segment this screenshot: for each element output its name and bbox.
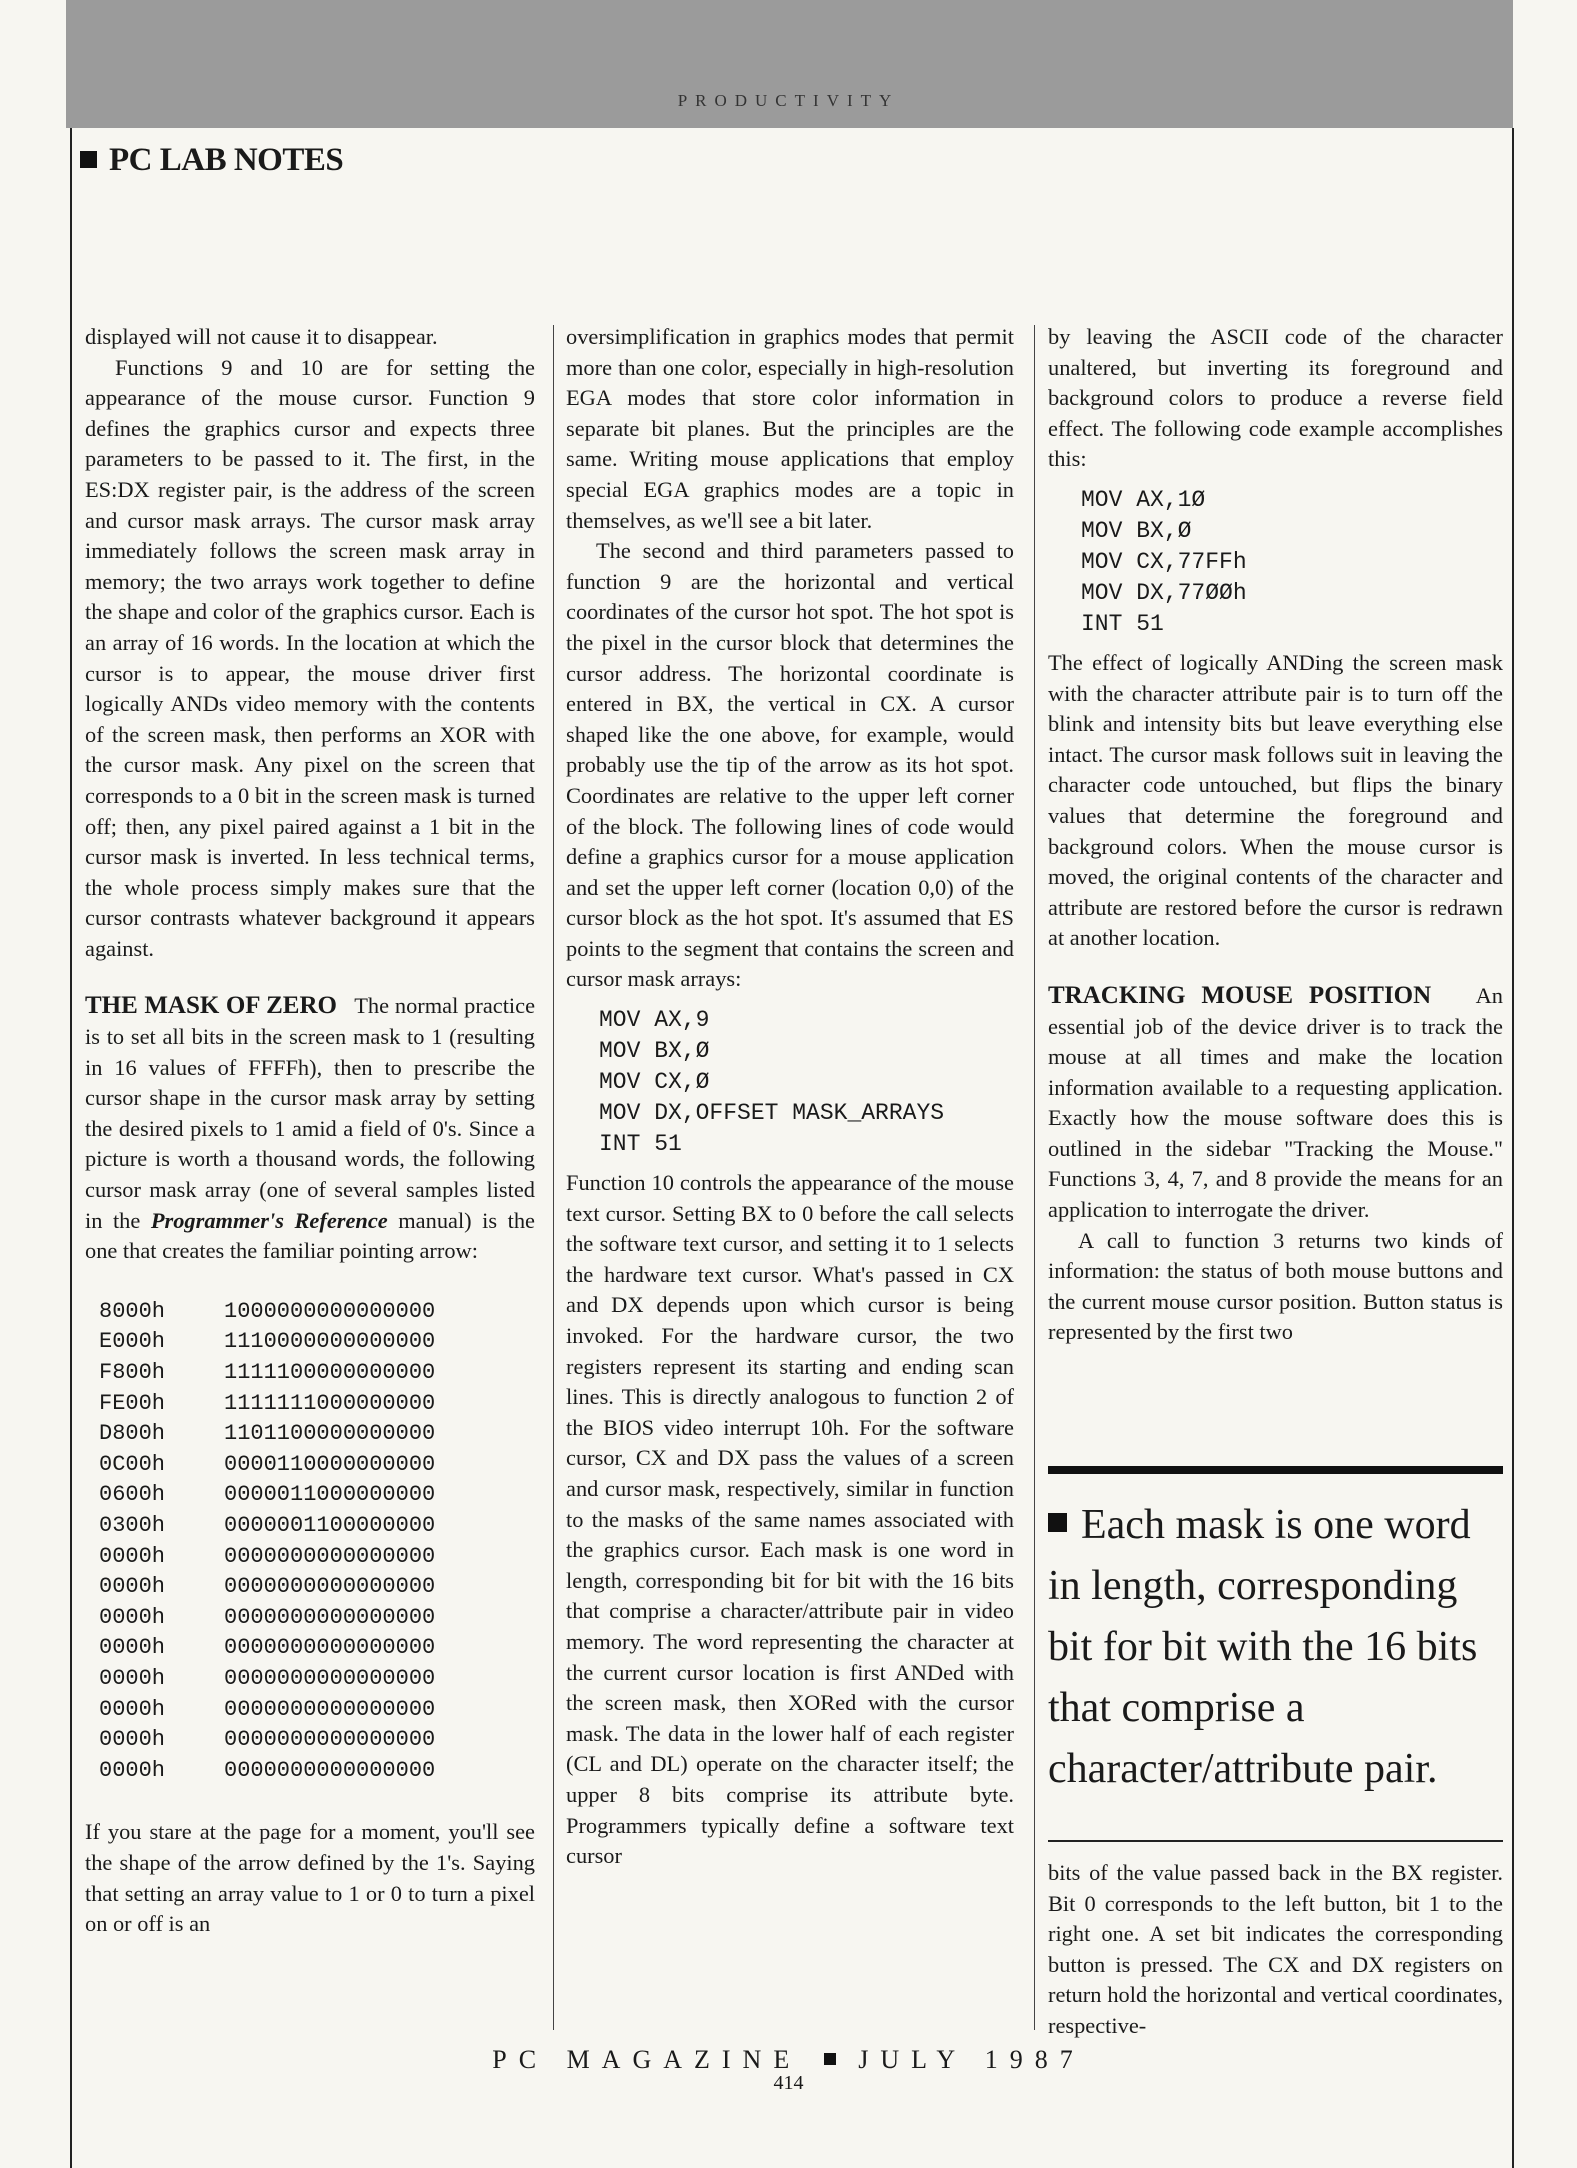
mask-binary-value: 0000000000000000	[224, 1665, 436, 1691]
paragraph: bits of the value passed back in the BX register. Bit 0 corresponds to the left button, bit 1 to the right one. A set bit indicates the corresponding button is pressed. The CX and DX registers on return hold the horizontal and vertical coordinates, respective-	[1048, 1860, 1503, 2038]
mask-hex-value: 0600h	[99, 1482, 166, 1508]
right-frame-rule	[1512, 128, 1514, 2168]
mask-row	[85, 1450, 535, 1481]
mask-hex-value: 8000h	[99, 1298, 166, 1324]
mask-row	[85, 1419, 535, 1450]
mask-row	[85, 1695, 535, 1726]
paragraph-text: An essential job of the device driver is to track the mouse at all times and make the location information available to a requesting application. Exactly how the mouse software does this is outlined in the sidebar "Tracking the Mouse." Functions 3, 4, 7, and 8 provide the means for an application to interrogate the driver.	[1048, 982, 1503, 1223]
paragraph: displayed will not cause it to disappear.	[85, 324, 438, 349]
mask-binary-value: 1111100000000000	[224, 1360, 436, 1385]
mask-binary-value: 0000011000000000	[224, 1482, 436, 1508]
paragraph-text: manual) is the one that creates the familiar pointing arrow:	[85, 1207, 535, 1264]
paragraph-text: The normal practice is to set all bits in the screen mask to 1 (resulting in 16 values of FFFFh), then to prescribe the cursor shape in the cursor mask array by setting the desired pixels to 1 amid a field of 0's. Since a picture is worth a thousand words, the following cursor mask array (one of several samples listed in the	[85, 993, 536, 1233]
paragraph: Functions 9 and 10 are for setting the appearance of the mouse cursor. Function 9 defines the graphics cursor and expects three parameters to be passed to it. The first, in the ES:DX register pair, is the address of the screen and cursor mask arrays. The cursor mask array immediately follows the screen mask array in memory; the two arrays work together to define the shape and color of the graphics cursor. Each is an array of 16 words. In the location at which the cursor is to appear, the mouse driver first logically ANDs video memory with the contents of the screen mask, then performs an XOR with the cursor mask. Any pixel on the screen that corresponds to a 0 bit in the screen mask is turned off; then, any pixel paired against a 1 bit in the cursor mask is inverted. In less technical terms, the whole process simply makes sure that the cursor contrasts whatever background it appears against.	[85, 354, 535, 961]
title-bullet-icon	[80, 151, 97, 168]
column-rule-2	[1034, 325, 1035, 2030]
mask-hex-value: 0000h	[99, 1574, 166, 1600]
mask-row	[85, 1358, 535, 1389]
paragraph: by leaving the ASCII code of the character unaltered, but inverting its foreground and background colors to produce a reverse field effect. The following code example accomplishes this:	[1048, 324, 1503, 472]
column-3	[1048, 322, 1503, 1348]
paragraph	[1048, 981, 1503, 1226]
mask-row	[85, 1633, 535, 1664]
mask-row	[85, 1511, 535, 1542]
mask-hex-value: F800h	[99, 1360, 166, 1385]
mask-row	[85, 1572, 535, 1603]
column-rule-1	[553, 325, 554, 2030]
mask-binary-value: 0000000000000000	[224, 1757, 436, 1783]
paragraph: oversimplification in graphics modes that permit more than one color, especially in high-resolution EGA modes that store color information in separate bit planes. But the principles are the same. Writing mouse applications that employ special EGA graphics modes are a topic in themselves, as we'll see a bit later.	[566, 324, 1014, 533]
section-heading: THE MASK OF ZERO	[85, 992, 337, 1020]
pullquote	[1048, 1467, 1503, 1800]
section-label: PRODUCTIVITY	[677, 91, 900, 110]
mask-binary-value: 0000000000000000	[224, 1727, 436, 1753]
column-1	[85, 322, 535, 1940]
mask-row	[85, 1297, 535, 1328]
mask-row	[85, 1327, 535, 1358]
mask-hex-value: E000h	[99, 1329, 166, 1355]
mask-hex-value: 0000h	[99, 1696, 166, 1722]
magazine-name: PC MAGAZINE	[492, 2045, 802, 2074]
cursor-mask-table	[85, 1297, 535, 1787]
page-title-text: PC LAB NOTES	[109, 142, 344, 178]
mask-binary-value: 1111111000000000	[224, 1390, 436, 1416]
left-frame-rule	[70, 128, 72, 2168]
code-block: MOV AX,9 MOV BX,Ø MOV CX,Ø MOV DX,OFFSET MASK_ARRAYS INT 51	[599, 1007, 945, 1158]
paragraph: The second and third parameters passed to function 9 are the horizontal and vertical coordinates of the cursor hot spot. The hot spot is the pixel in the cursor block that determines the cursor address. The horizontal coordinate is entered in BX, the vertical in CX. A cursor shaped like the one above, for example, would probably use the tip of the arrow as its hot spot. Coordinates are relative to the upper left corner of the block. The following lines of code would define a graphics cursor for a mouse application and set the upper left corner (location 0,0) of the cursor block as the hot spot. It's assumed that ES points to the segment that contains the screen and cursor mask arrays:	[566, 538, 1014, 992]
mask-binary-value: 0000000000000000	[224, 1696, 436, 1722]
section-heading: TRACKING MOUSE POSITION	[1048, 981, 1432, 1009]
page-title	[80, 142, 343, 179]
paragraph: The effect of logically ANDing the screen mask with the character attribute pair is to turn off the blink and intensity bits but leave everything else intact. The cursor mask follows suit in leaving the character code untouched, but flips the binary values that determine the foreground and background colors. When the mouse cursor is moved, the original contents of the character and attribute are restored before the cursor is redrawn at another location.	[1048, 649, 1503, 951]
mask-binary-value: 1110000000000000	[224, 1329, 436, 1355]
mask-hex-value: 0000h	[99, 1635, 166, 1661]
mask-row	[85, 1725, 535, 1756]
page-number: 414	[773, 2072, 804, 2094]
mask-binary-value: 0000000000000000	[224, 1543, 436, 1569]
mask-row	[85, 1542, 535, 1573]
footer-bullet-icon	[824, 2053, 836, 2065]
pullquote-text: Each mask is one word in length, corresponding bit for bit with the 16 bits that comprise a character/attribute pair.	[1048, 1502, 1478, 1792]
mask-hex-value: 0000h	[99, 1665, 166, 1691]
mask-row	[85, 1664, 535, 1695]
paragraph: Function 10 controls the appearance of the mouse text cursor. Setting BX to 0 before the call selects the software text cursor, and setting it to 1 selects the hardware text cursor. What's passed in CX and DX depends upon which cursor is being invoked. For the hardware cursor, the two registers represent its starting and ending scan lines. This is directly analogous to function 2 of the BIOS video interrupt 10h. For the software cursor, CX and DX pass the values of a screen and cursor mask, respectively, similar in function to the masks of the same names associated with the graphics cursor. Each mask is one word in length, corresponding bit for bit with the 16 bits that comprise a character/attribute pair in video memory. The word representing the character at the current cursor location is first ANDed with the screen mask, then XORed with the cursor mask. The data in the lower half of each register (CL and DL) operate on the character itself; the upper 8 bits comprise its attribute byte. Programmers typically define a software text cursor	[566, 1170, 1014, 1869]
paragraph: A call to function 3 returns two kinds of information: the status of both mouse buttons and the current mouse cursor position. Button status is represented by the first two	[1048, 1227, 1503, 1345]
mask-hex-value: D800h	[99, 1421, 166, 1447]
mask-hex-value: 0000h	[99, 1604, 166, 1630]
issue-date: JULY 1987	[858, 2045, 1085, 2074]
mask-hex-value: 0000h	[99, 1727, 166, 1753]
mask-row	[85, 1603, 535, 1634]
code-block: MOV AX,1Ø MOV BX,Ø MOV CX,77FFh MOV DX,77ØØh INT 51	[1081, 486, 1247, 637]
mask-binary-value: 0000110000000000	[224, 1451, 436, 1477]
mask-hex-value: 0C00h	[99, 1451, 166, 1477]
mask-hex-value: 0000h	[99, 1757, 166, 1783]
mask-binary-value: 1000000000000000	[224, 1298, 436, 1324]
mask-binary-value: 0000001100000000	[224, 1512, 436, 1538]
mask-row	[85, 1389, 535, 1420]
mask-hex-value: FE00h	[99, 1390, 166, 1416]
mask-row	[85, 1480, 535, 1511]
mask-hex-value: 0300h	[99, 1512, 166, 1538]
paragraph	[85, 991, 535, 1266]
manual-title: Programmer's Reference	[150, 1207, 388, 1233]
mask-binary-value: 1101100000000000	[224, 1421, 436, 1447]
pullquote-bottom-rule	[1048, 1840, 1503, 1842]
mask-hex-value: 0000h	[99, 1543, 166, 1569]
mask-binary-value: 0000000000000000	[224, 1635, 436, 1661]
paragraph: If you stare at the page for a moment, you'll see the shape of the arrow defined by the 1's. Saying that setting an array value to 1 or 0 to turn a pixel on or off is an	[85, 1819, 535, 1937]
column-3-continued	[1048, 1858, 1503, 2042]
mask-row	[85, 1756, 535, 1787]
mask-binary-value: 0000000000000000	[224, 1604, 436, 1630]
pullquote-bullet-icon	[1048, 1513, 1067, 1532]
footer	[0, 2045, 1577, 2075]
mask-binary-value: 0000000000000000	[224, 1574, 436, 1600]
column-2	[566, 322, 1014, 1872]
